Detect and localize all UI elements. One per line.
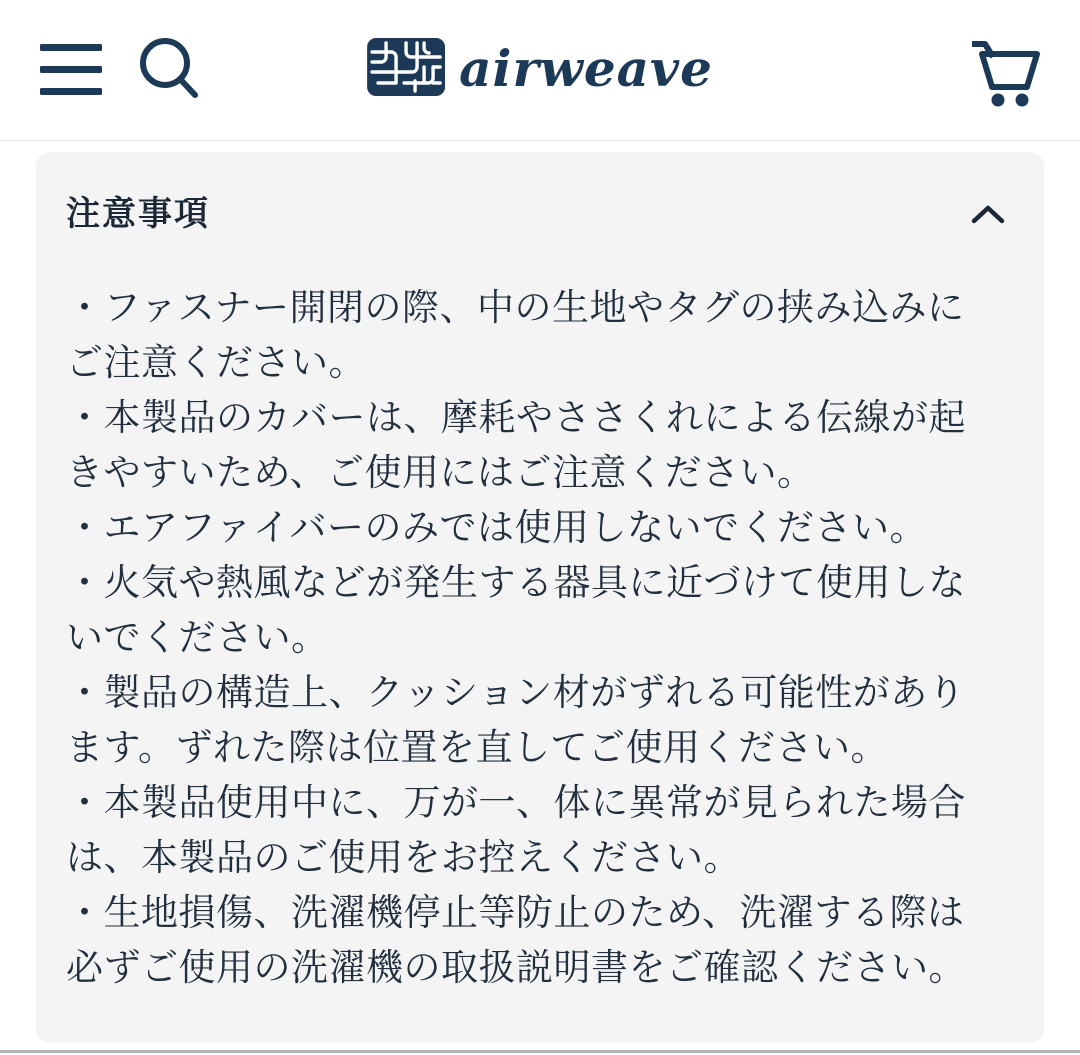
- search-icon: [138, 88, 200, 103]
- notice-item: ・生地損傷、洗濯機停止等防止のため、洗濯する際は必ずご使用の洗濯機の取扱説明書をご確認ください。: [66, 891, 966, 989]
- notice-item: ・ファスナー開閉の際、中の生地やタグの挟み込みにご注意ください。: [66, 286, 965, 384]
- search-button[interactable]: [138, 36, 200, 100]
- notice-title: 注意事項: [66, 194, 210, 234]
- app-header: [0, 0, 1080, 141]
- notice-item: ・エアファイバーのみでは使用しないでください。: [66, 506, 928, 549]
- notice-item: ・製品の構造上、クッション材がずれる可能性があります。ずれた際は位置を直してご使用ください。: [66, 671, 966, 769]
- cart-button[interactable]: [964, 38, 1042, 108]
- bottom-divider: [0, 1050, 1080, 1053]
- brand-logo[interactable]: [367, 38, 713, 100]
- menu-button[interactable]: [40, 44, 102, 95]
- hamburger-menu-icon: [40, 83, 102, 98]
- notice-item: ・火気や熱風などが発生する器具に近づけて使用しないでください。: [66, 561, 966, 659]
- notice-list: [66, 280, 1014, 995]
- collapse-button[interactable]: [968, 201, 1008, 228]
- chevron-up-icon: [968, 216, 1008, 231]
- shopping-cart-icon: [964, 96, 1042, 111]
- notice-card-header[interactable]: [66, 194, 1014, 234]
- notice-item: ・本製品のカバーは、摩耗やささくれによる伝線が起きやすいため、ご使用にはご注意ください。: [66, 396, 966, 494]
- notice-item: ・本製品使用中に、万が一、体に異常が見られた場合は、本製品のご使用をお控えください。: [66, 781, 966, 879]
- notice-card: [36, 152, 1044, 1043]
- logo-mark-icon: [367, 38, 445, 100]
- brand-name: airweave: [459, 39, 713, 98]
